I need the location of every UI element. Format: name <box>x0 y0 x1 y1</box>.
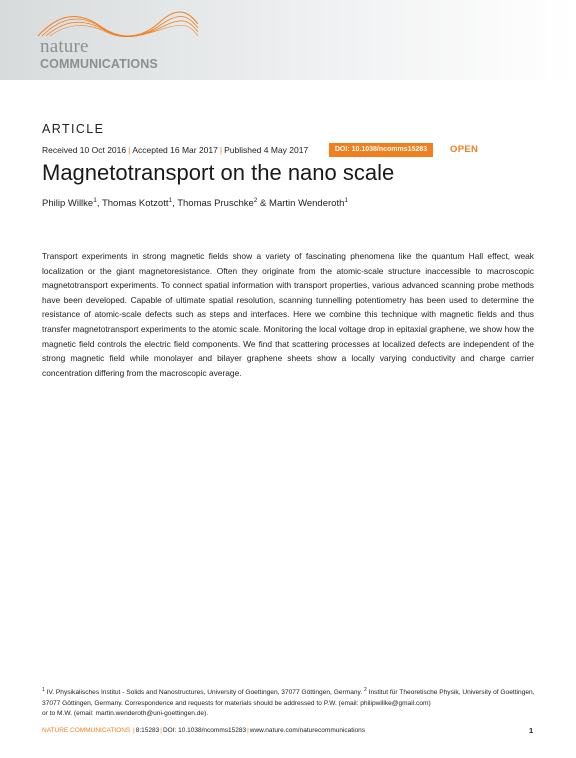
author-name[interactable]: Martin Wenderoth <box>269 198 345 210</box>
author-name[interactable]: Philip Willke <box>42 198 94 210</box>
date-separator: | <box>219 145 223 155</box>
author-affiliation: 2 <box>253 197 258 204</box>
journal-header-band <box>0 0 576 80</box>
author-affiliation: 1 <box>344 197 348 204</box>
page-number: 1 <box>529 726 534 735</box>
author-list: Philip Willke$^1$, Thomas Kotzott$^1$, Thomas Pruschke$^2$ & Martin Wenderoth$^1$ <box>42 197 348 210</box>
footer-doi[interactable]: DOI: 10.1038/ncomms15283 <box>162 727 247 734</box>
footer-journal-name: NATURE COMMUNICATIONS <box>42 727 131 734</box>
page-footer: NATURE COMMUNICATIONS |8:15283|DOI: 10.1038/ncomms15283|www.nature.com/naturecommunications <box>42 727 366 734</box>
logo-nature-text: nature <box>40 36 89 57</box>
footnote-number: 2 <box>364 687 367 693</box>
accepted-date: Accepted 16 Mar 2017 <box>132 145 218 155</box>
logo-communications-text: COMMUNICATIONS <box>40 57 158 71</box>
author-name[interactable]: Thomas Kotzott <box>101 198 169 210</box>
affiliation-2: Institut für Theoretische Physik, University of Goettingen, 37077 Göttingen, Germany. Correspondence and requests for materials should be addressed to P.W. (email: philipwillke@gmail.com) <box>42 689 535 707</box>
author-name[interactable]: Thomas Pruschke <box>177 198 254 210</box>
doi-badge[interactable]: DOI: 10.1038/ncomms15283 <box>329 143 433 157</box>
article-title: Magnetotransport on the nano scale <box>42 160 395 185</box>
correspondence-line: or to M.W. (email: martin.wenderoth@uni-goettingen.de). <box>42 710 209 718</box>
article-dates <box>42 145 308 155</box>
footnote-number: 1 <box>42 687 45 693</box>
article-type-label: ARTICLE <box>42 122 105 136</box>
date-separator: | <box>128 145 131 155</box>
abstract-paragraph: Transport experiments in strong magnetic fields show a variety of fascinating phenomena like the quantum Hall effect, weak localization or the giant magnetoresistance. Often they originate from the atomic-scale structure inaccessible to macroscopic magnetotransport experiments. To connect spatial information with transport properties, various advanced scanning probe methods have been developed. Capable of ultimate spatial resolution, scanning tunnelling potentiometry has been used to determine the resistance of atomic-scale defects such as steps and interfaces. Here we combine this technique with magnetic fields and thus transfer magnetotransport experiments to the atomic scale. Monitoring the local voltage drop in epitaxial graphene, we show how the magnetic field controls the electric field components. We find that scattering processes at localized defects are independent of the strong magnetic field while monolayer and bilayer graphene sheets show a locally varying conductivity and charge carrier concentration differing from the macroscopic average. <box>42 251 534 378</box>
author-affiliation: 1 <box>168 197 173 204</box>
open-access-label: OPEN <box>450 144 479 155</box>
affiliation-footnote <box>42 685 538 720</box>
received-date: Received 10 Oct 2016 <box>42 145 127 155</box>
footer-article-number: 8:15283 <box>135 727 160 734</box>
footer-url[interactable]: www.nature.com/naturecommunications <box>249 727 366 734</box>
affiliation-1: IV. Physikalisches Institut - Solids and Nanostructures, University of Goettingen, 37077 Göttingen, Germany. <box>44 689 365 697</box>
published-date: Published 4 May 2017 <box>224 145 309 155</box>
author-affiliation: 1 <box>93 197 97 204</box>
